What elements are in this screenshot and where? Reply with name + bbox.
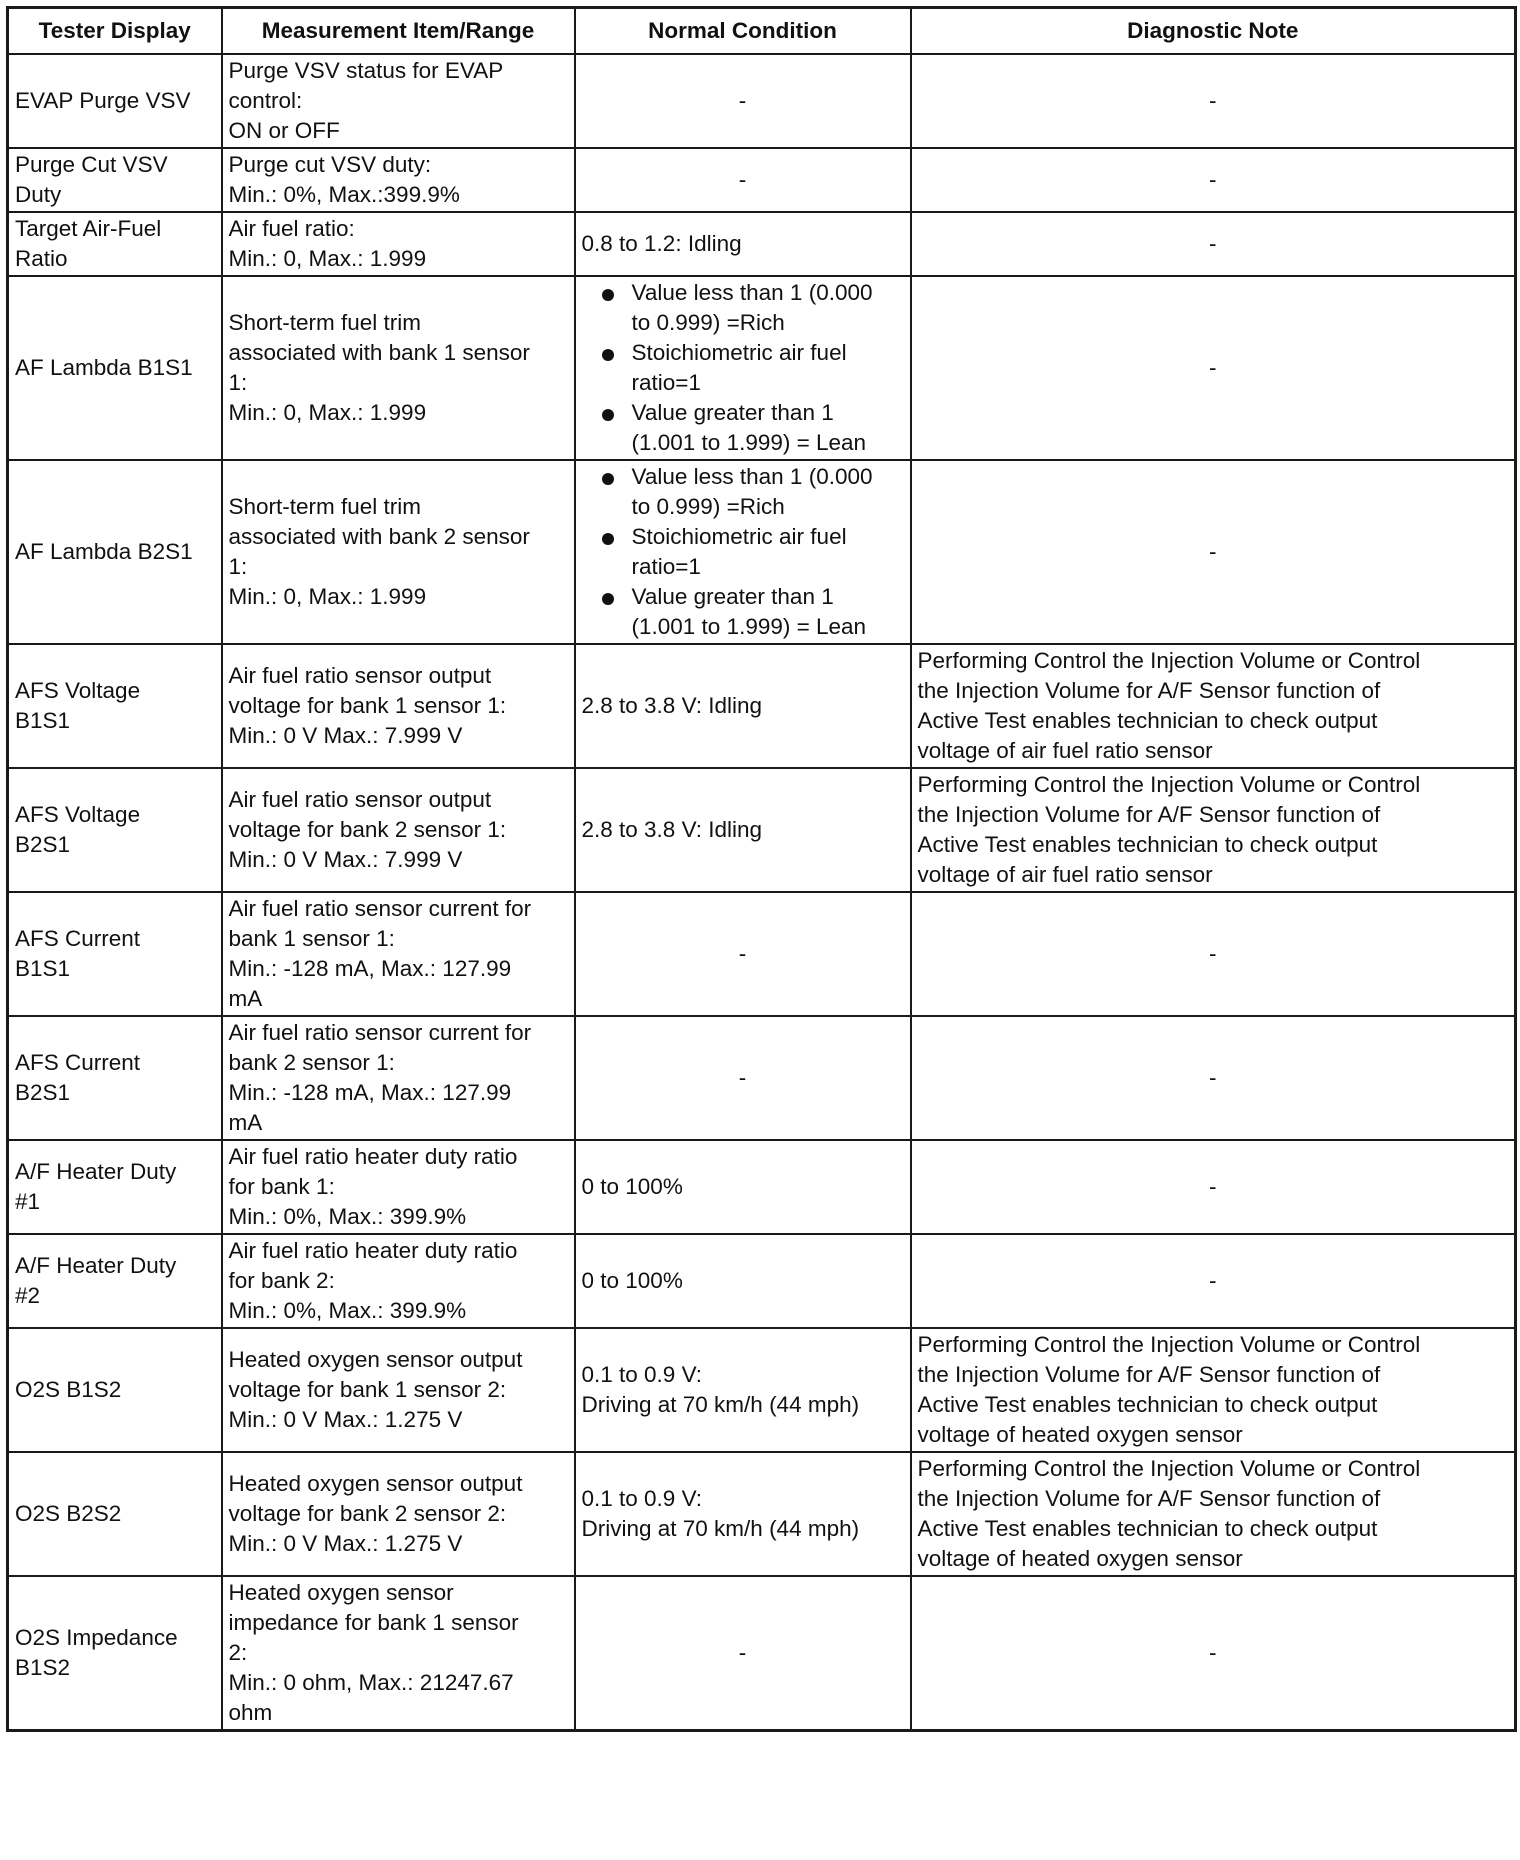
cell-line: Performing Control the Injection Volume or Control [917,1456,1421,1481]
cell-line: Stoichiometric air fuel [631,340,847,365]
cell-line: Value greater than 1 [631,400,834,425]
header-tester-display: Tester Display [8,8,222,55]
cell-line: - [738,167,747,192]
normal-condition-cell [575,148,911,212]
cell-line: EVAP Purge VSV [15,88,191,113]
diagnostic-note-cell [911,148,1516,212]
cell-line: #2 [15,1283,41,1308]
tester-display-cell [8,1452,222,1576]
cell-line: mA [228,1110,263,1135]
cell-line: Min.: 0, Max.: 1.999 [228,400,427,425]
cell-line: voltage of air fuel ratio sensor [917,862,1213,887]
tester-display-cell [8,1328,222,1452]
cell-line: voltage for bank 2 sensor 1: [228,817,507,842]
cell-line: 2.8 to 3.8 V: Idling [581,693,763,718]
bullet-item [582,338,904,398]
cell-line: Min.: 0, Max.: 1.999 [228,584,427,609]
cell-line: - [1209,1174,1217,1199]
cell-line: Performing Control the Injection Volume or Control [917,648,1421,673]
tester-display-cell [8,54,222,148]
bullet-icon [602,349,614,361]
bullet-icon [602,533,614,545]
table-row [8,212,1516,276]
normal-condition-cell [575,276,911,460]
normal-condition-cell [575,644,911,768]
cell-line: Air fuel ratio sensor output [228,787,492,812]
measurement-cell [222,54,575,148]
diagnostic-note-cell [911,1576,1516,1731]
cell-line: Short-term fuel trim [228,310,422,335]
cell-line: - [738,88,747,113]
cell-line: AFS Current [15,926,141,951]
table-row [8,276,1516,460]
data-list-table [6,6,1517,1732]
cell-line: voltage of air fuel ratio sensor [917,738,1213,763]
cell-line: Active Test enables technician to check output [917,708,1378,733]
cell-line: for bank 1: [228,1174,335,1199]
cell-line: Active Test enables technician to check output [917,832,1378,857]
normal-condition-cell [575,460,911,644]
bullet-item [582,582,904,642]
cell-line: AFS Current [15,1050,141,1075]
cell-line: AF Lambda B2S1 [15,539,193,564]
diagnostic-note-cell [911,1140,1516,1234]
cell-line: AF Lambda B1S1 [15,355,193,380]
tester-display-cell [8,768,222,892]
cell-line: Heated oxygen sensor [228,1580,454,1605]
cell-line: Target Air-Fuel [15,216,162,241]
header-normal-condition: Normal Condition [575,8,911,55]
bullet-list [582,462,904,642]
diagnostic-note-cell [911,1234,1516,1328]
diagnostic-note-cell [911,276,1516,460]
normal-condition-cell [575,54,911,148]
table-header [8,8,1516,55]
cell-line: 2: [228,1640,248,1665]
normal-condition-cell [575,1140,911,1234]
bullet-item [582,462,904,522]
cell-line: - [1209,1268,1217,1293]
table-body [8,54,1516,1731]
cell-line: voltage for bank 1 sensor 2: [228,1377,507,1402]
cell-line: mA [228,986,263,1011]
normal-condition-cell [575,1576,911,1731]
cell-line: Heated oxygen sensor output [228,1347,523,1372]
cell-line: B1S2 [15,1655,71,1680]
bullet-list [582,278,904,458]
cell-line: - [738,941,747,966]
cell-line: A/F Heater Duty [15,1253,177,1278]
cell-line: 1: [228,554,248,579]
cell-line: Purge Cut VSV [15,152,168,177]
header-measurement-item: Measurement Item/Range [222,8,575,55]
cell-line: - [1209,1065,1217,1090]
bullet-icon [602,289,614,301]
cell-line: the Injection Volume for A/F Sensor function of [917,1362,1381,1387]
cell-line: the Injection Volume for A/F Sensor function of [917,678,1381,703]
cell-line: Value less than 1 (0.000 [631,464,873,489]
tester-display-cell [8,1016,222,1140]
bullet-item [582,398,904,458]
cell-line: Purge VSV status for EVAP [228,58,504,83]
table-row [8,1234,1516,1328]
diagnostic-note-cell [911,460,1516,644]
bullet-icon [602,593,614,605]
tester-display-cell [8,276,222,460]
table-row [8,460,1516,644]
document-page [6,6,1514,1732]
cell-line: - [1209,539,1217,564]
normal-condition-cell [575,892,911,1016]
cell-line: 0.1 to 0.9 V: [581,1362,702,1387]
cell-line: 0.8 to 1.2: Idling [581,231,742,256]
cell-line: the Injection Volume for A/F Sensor function of [917,1486,1381,1511]
bullet-icon [602,473,614,485]
diagnostic-note-cell [911,644,1516,768]
cell-line: Air fuel ratio heater duty ratio [228,1238,518,1263]
cell-line: B2S1 [15,1080,71,1105]
cell-line: Min.: -128 mA, Max.: 127.99 [228,956,512,981]
cell-line: Duty [15,182,62,207]
cell-line: Air fuel ratio: [228,216,355,241]
cell-line: 0 to 100% [581,1268,683,1293]
cell-line: Min.: 0%, Max.: 399.9% [228,1298,467,1323]
cell-line: control: [228,88,303,113]
cell-line: bank 2 sensor 1: [228,1050,395,1075]
cell-line: to 0.999) =Rich [631,494,785,519]
normal-condition-cell [575,1452,911,1576]
cell-line: Min.: 0 V Max.: 7.999 V [228,723,463,748]
diagnostic-note-cell [911,1452,1516,1576]
cell-line: Min.: 0, Max.: 1.999 [228,246,427,271]
cell-line: Min.: -128 mA, Max.: 127.99 [228,1080,512,1105]
tester-display-cell [8,148,222,212]
cell-line: Performing Control the Injection Volume or Control [917,772,1421,797]
normal-condition-cell [575,212,911,276]
cell-line: Air fuel ratio sensor current for [228,896,532,921]
diagnostic-note-cell [911,1328,1516,1452]
measurement-cell [222,1576,575,1731]
cell-line: - [1209,941,1217,966]
cell-line: (1.001 to 1.999) = Lean [631,614,867,639]
cell-line: Min.: 0 ohm, Max.: 21247.67 [228,1670,514,1695]
cell-line: 2.8 to 3.8 V: Idling [581,817,763,842]
cell-line: #1 [15,1189,41,1214]
cell-line: - [738,1640,747,1665]
cell-line: the Injection Volume for A/F Sensor function of [917,802,1381,827]
cell-line: to 0.999) =Rich [631,310,785,335]
cell-line: voltage of heated oxygen sensor [917,1422,1243,1447]
cell-line: - [1209,231,1217,256]
cell-line: Min.: 0 V Max.: 7.999 V [228,847,463,872]
cell-line: Min.: 0%, Max.: 399.9% [228,1204,467,1229]
table-row [8,768,1516,892]
header-row [8,8,1516,55]
cell-line: impedance for bank 1 sensor [228,1610,519,1635]
cell-line: Heated oxygen sensor output [228,1471,523,1496]
cell-line: Purge cut VSV duty: [228,152,432,177]
tester-display-cell [8,460,222,644]
table-row [8,1452,1516,1576]
tester-display-cell [8,212,222,276]
table-row [8,892,1516,1016]
measurement-cell [222,768,575,892]
tester-display-cell [8,1140,222,1234]
cell-line: Performing Control the Injection Volume or Control [917,1332,1421,1357]
measurement-cell [222,1234,575,1328]
cell-line: Air fuel ratio sensor output [228,663,492,688]
cell-line: Ratio [15,246,68,271]
diagnostic-note-cell [911,54,1516,148]
tester-display-cell [8,644,222,768]
normal-condition-cell [575,1016,911,1140]
bullet-item [582,522,904,582]
cell-line: B1S1 [15,708,71,733]
cell-line: ratio=1 [631,370,701,395]
cell-line: Short-term fuel trim [228,494,422,519]
diagnostic-note-cell [911,1016,1516,1140]
tester-display-cell [8,1234,222,1328]
cell-line: voltage for bank 2 sensor 2: [228,1501,507,1526]
cell-line: 0.1 to 0.9 V: [581,1486,702,1511]
normal-condition-cell [575,768,911,892]
tester-display-cell [8,892,222,1016]
cell-line: Air fuel ratio sensor current for [228,1020,532,1045]
tester-display-cell [8,1576,222,1731]
cell-line: ohm [228,1700,273,1725]
cell-line: associated with bank 2 sensor [228,524,530,549]
cell-line: Driving at 70 km/h (44 mph) [581,1392,860,1417]
cell-line: for bank 2: [228,1268,335,1293]
cell-line: Value less than 1 (0.000 [631,280,873,305]
diagnostic-note-cell [911,768,1516,892]
cell-line: voltage of heated oxygen sensor [917,1546,1243,1571]
cell-line: Value greater than 1 [631,584,834,609]
cell-line: 0 to 100% [581,1174,683,1199]
cell-line: B2S1 [15,832,71,857]
measurement-cell [222,1328,575,1452]
cell-line: Driving at 70 km/h (44 mph) [581,1516,860,1541]
table-row [8,1140,1516,1234]
cell-line: - [1209,88,1217,113]
cell-line: O2S B1S2 [15,1377,122,1402]
normal-condition-cell [575,1328,911,1452]
measurement-cell [222,644,575,768]
cell-line: B1S1 [15,956,71,981]
cell-line: bank 1 sensor 1: [228,926,395,951]
header-diagnostic-note: Diagnostic Note [911,8,1516,55]
measurement-cell [222,1452,575,1576]
normal-condition-cell [575,1234,911,1328]
cell-line: Min.: 0 V Max.: 1.275 V [228,1407,463,1432]
table-row [8,644,1516,768]
cell-line: - [738,1065,747,1090]
measurement-cell [222,212,575,276]
table-row [8,1016,1516,1140]
table-row [8,1328,1516,1452]
cell-line: O2S B2S2 [15,1501,122,1526]
cell-line: associated with bank 1 sensor [228,340,530,365]
table-row [8,148,1516,212]
measurement-cell [222,460,575,644]
cell-line: - [1209,1640,1217,1665]
cell-line: A/F Heater Duty [15,1159,177,1184]
bullet-item [582,278,904,338]
measurement-cell [222,892,575,1016]
cell-line: O2S Impedance [15,1625,178,1650]
cell-line: AFS Voltage [15,802,141,827]
measurement-cell [222,148,575,212]
cell-line: voltage for bank 1 sensor 1: [228,693,507,718]
cell-line: - [1209,167,1217,192]
cell-line: AFS Voltage [15,678,141,703]
table-row [8,1576,1516,1731]
measurement-cell [222,276,575,460]
cell-line: ON or OFF [228,118,340,143]
cell-line: Min.: 0%, Max.:399.9% [228,182,460,207]
cell-line: Min.: 0 V Max.: 1.275 V [228,1531,463,1556]
cell-line: - [1209,355,1217,380]
cell-line: Active Test enables technician to check output [917,1392,1378,1417]
measurement-cell [222,1140,575,1234]
cell-line: Active Test enables technician to check output [917,1516,1378,1541]
cell-line: 1: [228,370,248,395]
measurement-cell [222,1016,575,1140]
diagnostic-note-cell [911,892,1516,1016]
bullet-icon [602,409,614,421]
cell-line: (1.001 to 1.999) = Lean [631,430,867,455]
cell-line: Air fuel ratio heater duty ratio [228,1144,518,1169]
diagnostic-note-cell [911,212,1516,276]
cell-line: ratio=1 [631,554,701,579]
table-row [8,54,1516,148]
cell-line: Stoichiometric air fuel [631,524,847,549]
